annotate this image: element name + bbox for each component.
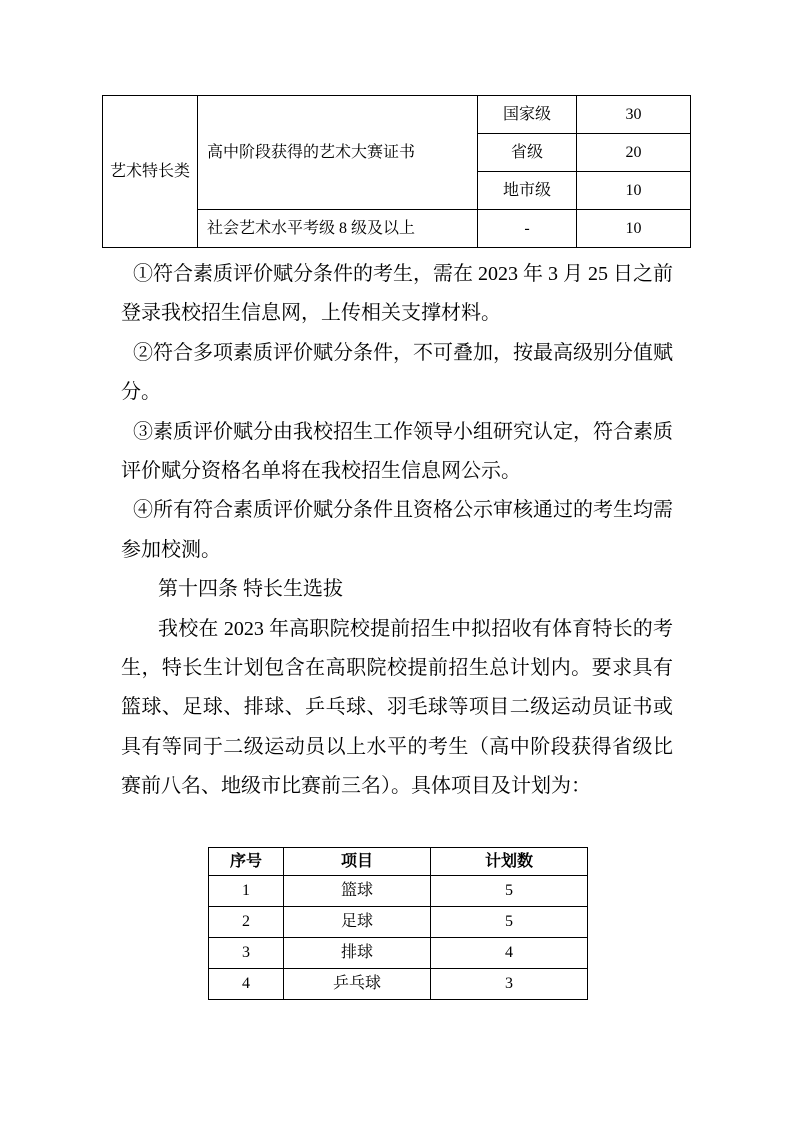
award-level-cell: 国家级 — [478, 96, 577, 134]
award-score-cell: 10 — [577, 172, 691, 210]
plan-header-count: 计划数 — [431, 848, 588, 876]
table-row — [103, 96, 691, 134]
body-text — [121, 255, 673, 807]
recruitment-plan-table — [208, 847, 588, 1000]
award-social-level-cell: - — [478, 210, 577, 248]
plan-count-cell: 5 — [431, 876, 588, 907]
plan-count-cell: 3 — [431, 969, 588, 1000]
award-level-cell: 省级 — [478, 134, 577, 172]
paragraph-3: ③素质评价赋分由我校招生工作领导小组研究认定，符合素质评价赋分资格名单将在我校招生信息网公示。 — [121, 420, 673, 483]
plan-count-cell: 4 — [431, 938, 588, 969]
plan-item-cell: 足球 — [284, 907, 431, 938]
plan-item-cell: 排球 — [284, 938, 431, 969]
paragraph-4: ④所有符合素质评价赋分条件且资格公示审核通过的考生均需参加校测。 — [121, 499, 673, 561]
award-category-cell: 艺术特长类 — [103, 96, 198, 248]
table-row — [209, 876, 588, 907]
table-header-row — [209, 848, 588, 876]
award-score-cell: 30 — [577, 96, 691, 134]
table-row — [209, 938, 588, 969]
plan-index-cell: 2 — [209, 907, 284, 938]
plan-count-cell: 5 — [431, 907, 588, 938]
paragraph-1: ①符合素质评价赋分条件的考生，需在 2023 年 3 月 25 日之前登录我校招生信息网，上传相关支撑材料。 — [121, 263, 673, 325]
plan-index-cell: 4 — [209, 969, 284, 1000]
plan-header-index: 序号 — [209, 848, 284, 876]
award-social-label-cell: 社会艺术水平考级 8 级及以上 — [198, 210, 478, 248]
paragraph-2: ②符合多项素质评价赋分条件，不可叠加，按最高级别分值赋分。 — [121, 341, 673, 404]
plan-index-cell: 3 — [209, 938, 284, 969]
award-score-table — [102, 95, 691, 248]
award-certificate-cell: 高中阶段获得的艺术大赛证书 — [198, 96, 478, 210]
section-body: 我校在 2023 年高职院校提前招生中拟招收有体育特长的考生，特长生计划包含在高职院校提前招生总计划内。要求具有篮球、足球、排球、乒乓球、羽毛球等项目二级运动员证书或具有等同于二级运动员以上水平的考生（高中阶段获得省级比赛前八名、地级市比赛前三名）。具体项目及计划为： — [121, 617, 673, 798]
section-heading: 第十四条 特长生选拔 — [158, 578, 343, 601]
table-row — [209, 907, 588, 938]
award-social-score-cell: 10 — [577, 210, 691, 248]
plan-index-cell: 1 — [209, 876, 284, 907]
table-row — [209, 969, 588, 1000]
award-level-cell: 地市级 — [478, 172, 577, 210]
plan-item-cell: 篮球 — [284, 876, 431, 907]
plan-item-cell: 乒乓球 — [284, 969, 431, 1000]
plan-header-item: 项目 — [284, 848, 431, 876]
award-score-cell: 20 — [577, 134, 691, 172]
